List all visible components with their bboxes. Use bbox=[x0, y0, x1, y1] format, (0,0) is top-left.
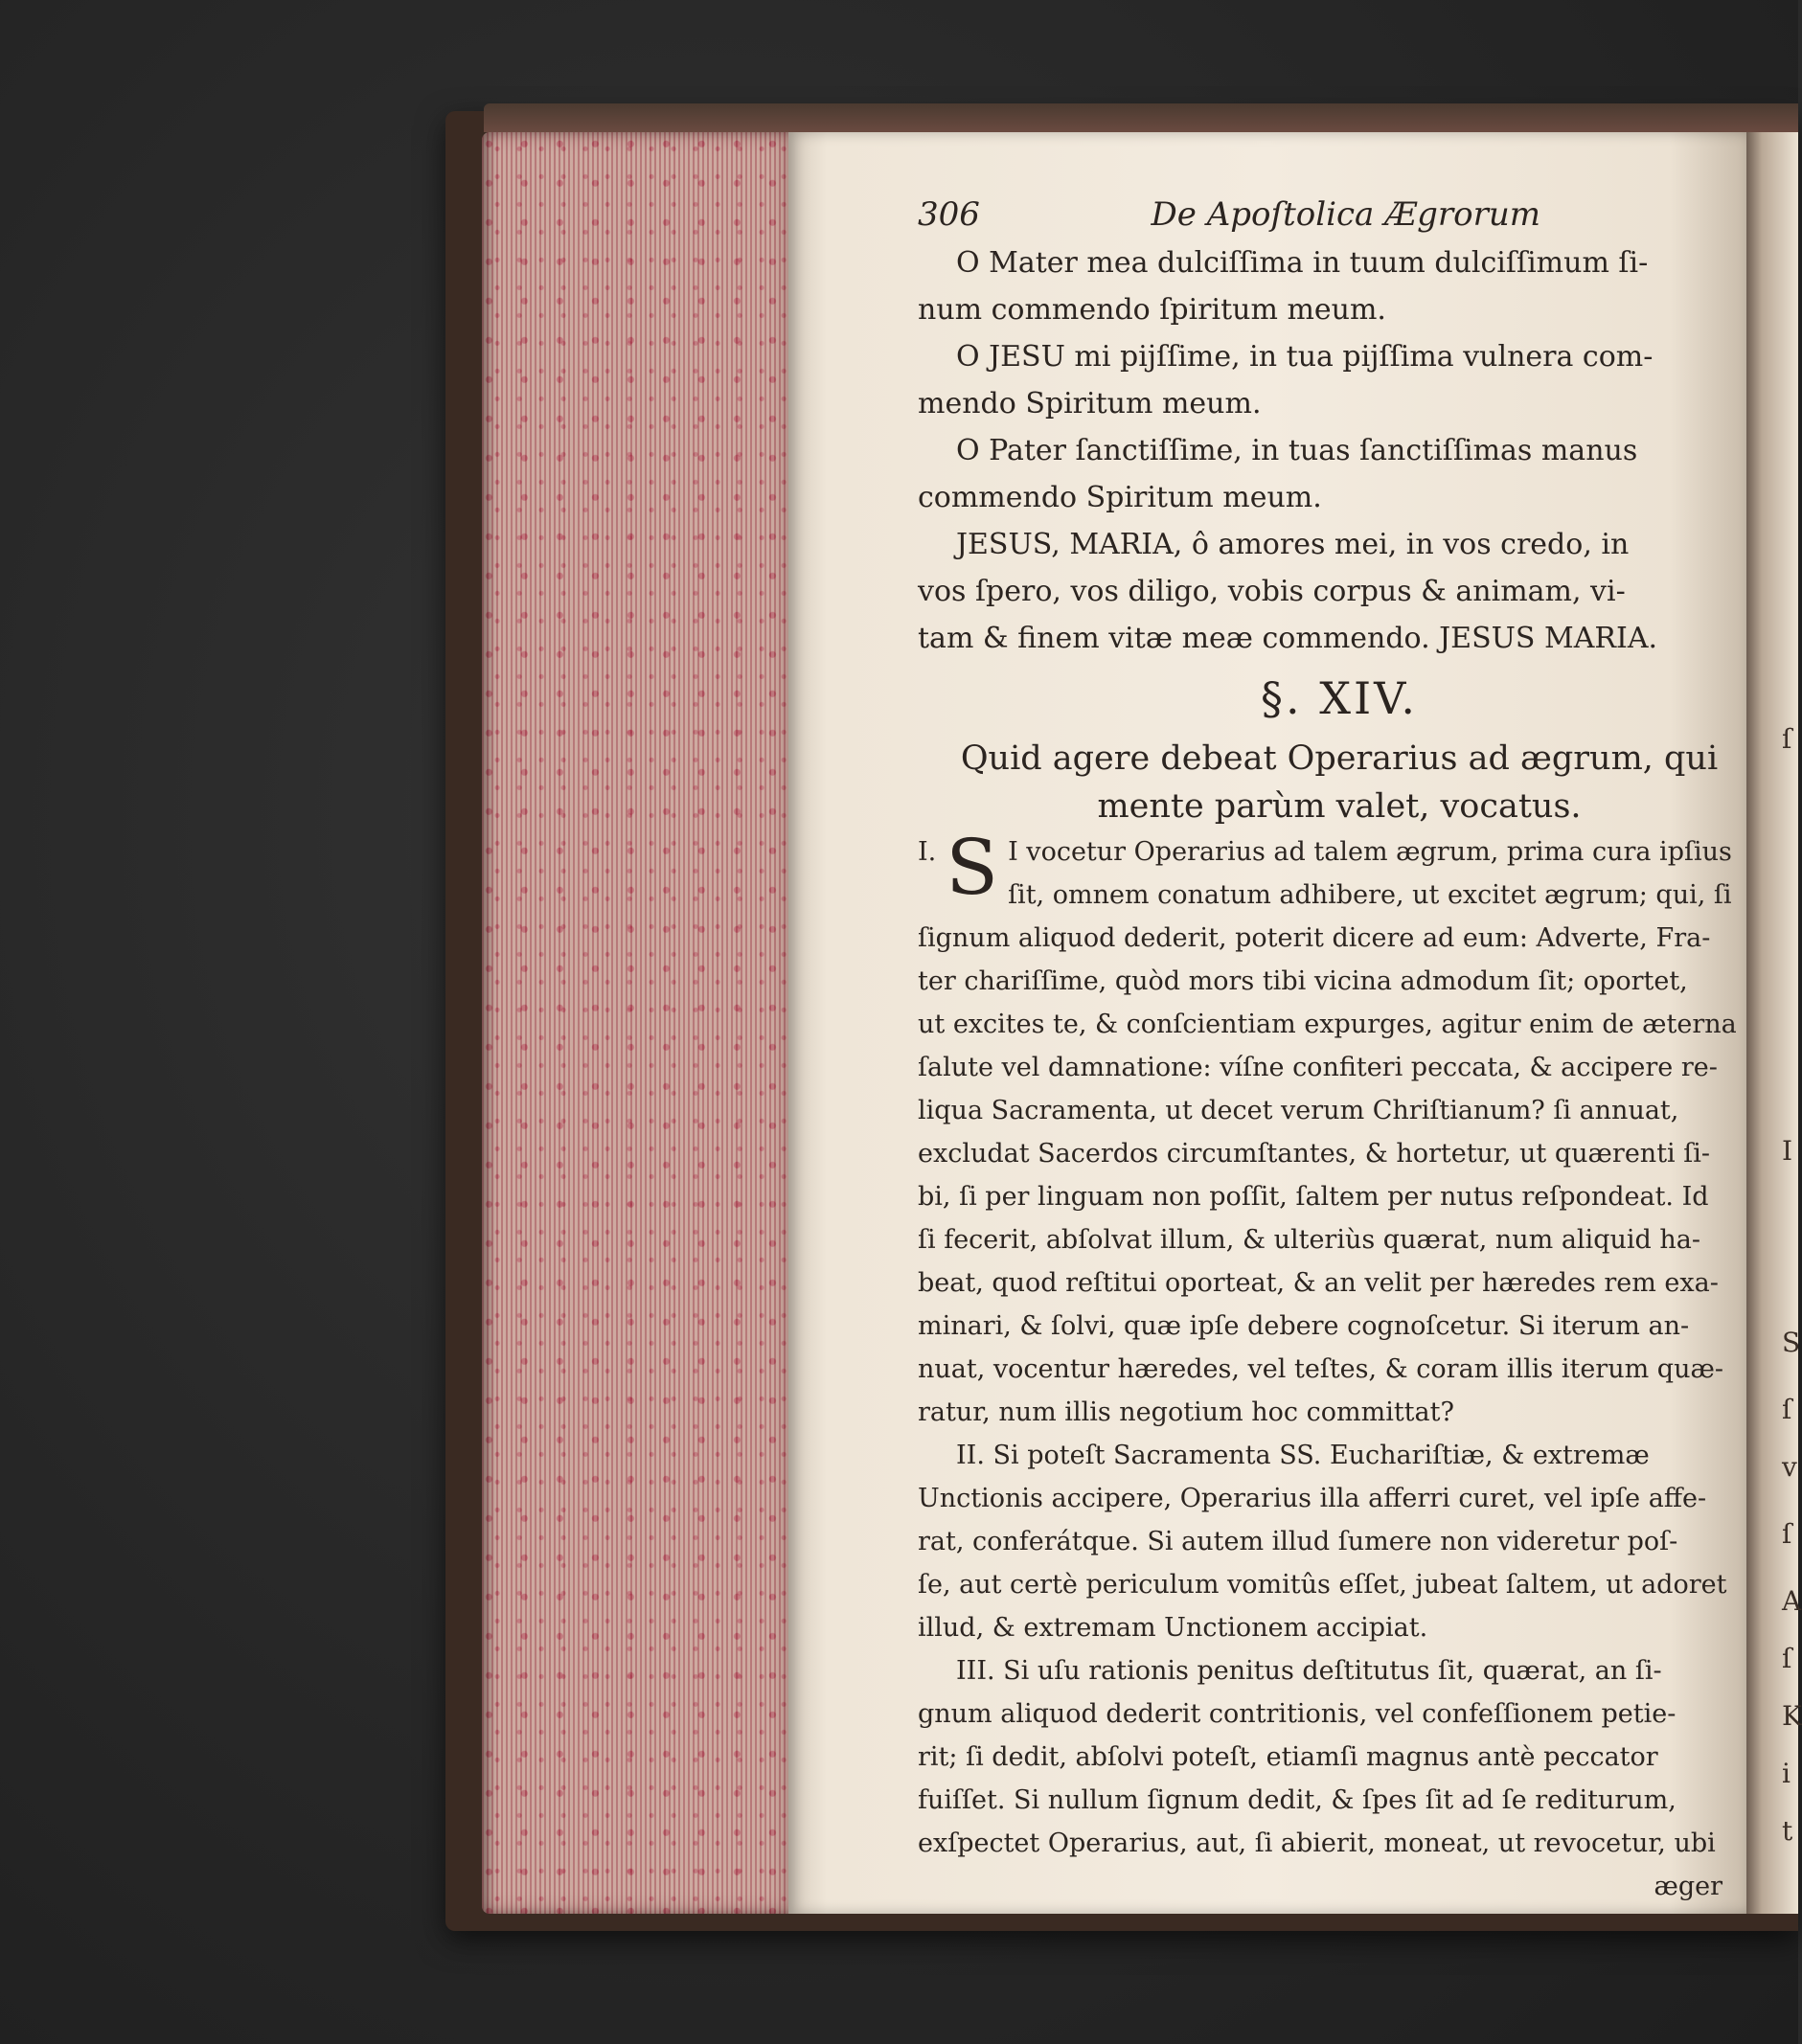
text-line: O Mater mea dulciſſima in tuum dulciſſimum ſi- bbox=[956, 246, 1649, 280]
text-line: I vocetur Operarius ad talem ægrum, prima cura ipſius bbox=[1008, 837, 1732, 867]
page-text bbox=[918, 192, 1761, 1908]
sprinkled-red-page-edges bbox=[482, 132, 798, 1914]
text-line: ter chariſſime, quòd mors tibi vicina admodum ſit; oportet, bbox=[918, 966, 1688, 996]
text-line: liqua Sacramenta, ut decet verum Chriſtianum? ſi annuat, bbox=[918, 1096, 1679, 1125]
text-line: ſe, aut certè periculum vomitûs eſſet, jubeat ſaltem, ut adoret bbox=[918, 1570, 1727, 1600]
text-line: exſpectet Operarius, aut, ſi abierit, moneat, ut revocetur, ubi bbox=[918, 1828, 1716, 1858]
text-line: excludat Sacerdos circumſtantes, & hortetur, ut quærenti ſi- bbox=[918, 1139, 1711, 1169]
text-line: ut excites te, & conſcientiam expurges, agitur enim de æterna bbox=[918, 1010, 1737, 1039]
next-page-letter: v bbox=[1782, 1451, 1797, 1483]
book-top-edge bbox=[484, 103, 1798, 132]
text-line: rat, conferátque. Si autem illud ſumere non videretur poſ- bbox=[918, 1527, 1678, 1556]
text-line: Unctionis accipere, Operarius illa afferri curet, vel ipſe affe- bbox=[918, 1484, 1707, 1513]
running-header bbox=[918, 192, 1761, 239]
text-line: commendo Spiritum meum. bbox=[918, 481, 1322, 514]
text-line: tam & finem vitæ meæ commendo. JESUS MARIA. bbox=[918, 622, 1658, 655]
next-page-letter: ſ bbox=[1782, 1518, 1792, 1550]
text-line: mendo Spiritum meum. bbox=[918, 387, 1262, 420]
text-line: ſi fecerit, abſolvat illum, & ulteriùs quærat, num aliquid ha- bbox=[918, 1225, 1700, 1255]
next-page-letter: I bbox=[1782, 1135, 1793, 1167]
text-line: O JESU mi pijſſime, in tua pijſſima vulnera com- bbox=[956, 340, 1654, 374]
text-line: ſignum aliquod dederit, poterit dicere ad eum: Adverte, Fra- bbox=[918, 923, 1711, 953]
text-line: nuat, vocentur hæredes, vel teſtes, & coram illis iterum quæ- bbox=[918, 1354, 1723, 1384]
running-head: De Apoſtolica Ægrorum bbox=[1151, 195, 1540, 234]
text-line: gnum aliquod dederit contritionis, vel confeſſionem petie- bbox=[918, 1699, 1677, 1729]
paragraph-two bbox=[918, 1434, 1761, 1649]
text-line: II. Si poteſt Sacramenta SS. Euchariſtiæ, & extremæ bbox=[956, 1441, 1650, 1470]
next-page-letter: t bbox=[1782, 1815, 1793, 1847]
text-line: ratur, num illis negotium hoc committat? bbox=[918, 1397, 1454, 1427]
text-line: illud, & extremam Unctionem accipiat. bbox=[918, 1613, 1428, 1643]
next-page-letter: A bbox=[1782, 1585, 1802, 1617]
paragraph-three bbox=[918, 1649, 1761, 1865]
next-page-letter: i bbox=[1782, 1758, 1791, 1789]
text-line: bi, ſi per linguam non poſſit, ſaltem per nutus reſpondeat. Id bbox=[918, 1182, 1709, 1212]
text-line: fuiſſet. Si nullum ſignum dedit, & ſpes ſit ad ſe rediturum, bbox=[918, 1785, 1677, 1815]
text-line: O Pater ſanctiſſime, in tuas ſanctiſſimas manus bbox=[956, 434, 1638, 467]
catchword: æger bbox=[1654, 1872, 1722, 1901]
text-line: minari, & ſolvi, quæ ipſe debere cognoſcetur. Si iterum an- bbox=[918, 1311, 1690, 1341]
next-page-letter: K bbox=[1782, 1700, 1802, 1732]
page-number: 306 bbox=[918, 195, 980, 234]
text-line: JESUS, MARIA, ô amores mei, in vos credo, in bbox=[956, 528, 1630, 561]
text-line: beat, quod reſtitui oporteat, & an velit per hæredes rem exa- bbox=[918, 1268, 1719, 1298]
paragraph-one bbox=[918, 823, 1761, 1434]
next-page-letter: S bbox=[1782, 1327, 1801, 1358]
text-line: ſit, omnem conatum adhibere, ut excitet ægrum; qui, ſi bbox=[1008, 880, 1732, 910]
text-line: ſalute vel damnatione: víſne confiteri peccata, & accipere re- bbox=[918, 1053, 1718, 1082]
next-page-letter: ſ bbox=[1782, 1394, 1792, 1425]
next-page-fragments bbox=[1782, 132, 1802, 1914]
section-number: §. XIV. bbox=[1261, 672, 1418, 724]
section-heading-line: mente parùm valet, vocatus. bbox=[1097, 787, 1582, 826]
paragraph-number: I. bbox=[918, 837, 937, 867]
section-heading-line: Quid agere debeat Operarius ad ægrum, qui bbox=[960, 739, 1719, 778]
text-line: vos ſpero, vos diligo, vobis corpus & animam, vi- bbox=[918, 575, 1626, 608]
text-line: III. Si uſu rationis penitus deſtitutus ſit, quærat, an ſi- bbox=[956, 1656, 1662, 1686]
next-page-letter: ſ bbox=[1782, 723, 1792, 755]
text-line: rit; ſi dedit, abſolvi poteſt, etiamſi magnus antè peccator bbox=[918, 1742, 1658, 1772]
text-line: num commendo ſpiritum meum. bbox=[918, 293, 1386, 327]
next-page-letter: ſ bbox=[1782, 1643, 1792, 1674]
drop-cap: S bbox=[946, 823, 999, 912]
